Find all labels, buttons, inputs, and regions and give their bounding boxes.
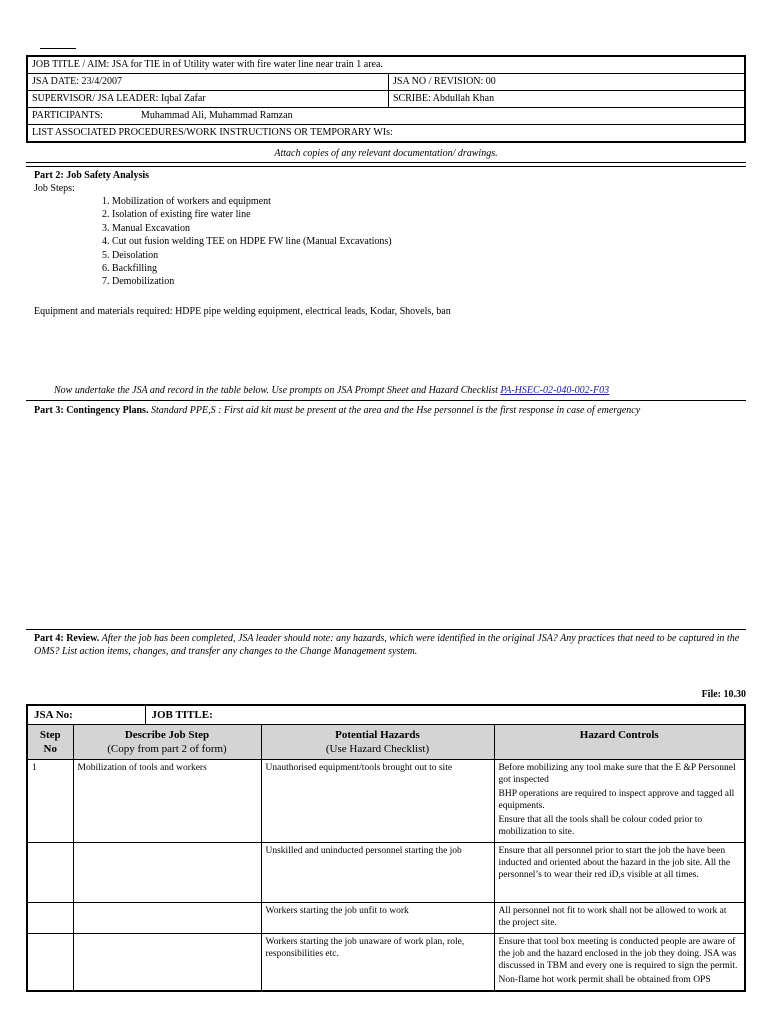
hazard-cell: Workers starting the job unfit to work	[261, 903, 494, 934]
participants-label: PARTICIPANTS:	[32, 110, 103, 121]
job-step-item: 3. Manual Excavation	[102, 222, 191, 234]
file-number: File: 10.30	[701, 689, 746, 700]
header-table	[26, 55, 746, 143]
part3-section	[34, 404, 734, 417]
controls-cell: Before mobilizing any tool make sure that the E &P Personnel got inspected BHP operations are required to inspect approve and tagged all equipments. Ensure that all the tools shall be colour coded prior to mobilization to site.	[494, 760, 745, 843]
part4-section	[34, 632, 744, 658]
jsa-table	[26, 704, 746, 992]
table-row	[27, 934, 745, 992]
jsa-instruction	[54, 385, 609, 396]
describe-cell	[73, 843, 261, 903]
describe-cell: Mobilization of tools and workers	[73, 760, 261, 843]
double-rule	[26, 162, 746, 167]
step-cell	[27, 903, 73, 934]
part4-text: After the job has been completed, JSA leader should note: any hazards, which were identified in the original JSA? Any practices that need to be captured in the OMS? List action items, changes, and transfer any changes to the Change Management system.	[34, 633, 740, 657]
describe-cell	[73, 903, 261, 934]
step-cell	[27, 934, 73, 992]
hazard-cell: Workers starting the job unaware of work plan, role, responsibilities etc.	[261, 934, 494, 992]
table-row	[27, 843, 745, 903]
jsa-instruction-text: Now undertake the JSA and record in the table below. Use prompts on JSA Prompt Sheet and Hazard Checklist	[54, 385, 501, 396]
controls-cell: Ensure that tool box meeting is conducted people are aware of the job and the hazard enclosed in the job they doing. JSA was discussed in TBM and every one is required to sign the permit. Non-flame hot work permit shall be obtained from OPS	[494, 934, 745, 992]
part3-text: Standard PPE,S : First aid kit must be present at the area and the Hse personnel is the first response in case of emergency	[148, 405, 641, 416]
job-step-item: 2. Isolation of existing fire water line	[102, 209, 251, 221]
controls-cell: All personnel not fit to work shall not be allowed to work at the project site.	[494, 903, 745, 934]
part2-section	[34, 169, 392, 289]
step-cell	[27, 843, 73, 903]
hazard-cell: Unskilled and uninducted personnel starting the job	[261, 843, 494, 903]
equipment-line: Equipment and materials required: HDPE pipe welding equipment, electrical leads, Kodar, Shovels, ban	[34, 306, 451, 317]
part4-title: Part 4: Review.	[34, 633, 100, 644]
rule-part4	[26, 629, 746, 630]
job-step-item: 7. Demobilization	[102, 276, 175, 288]
participants-cell	[27, 108, 745, 125]
table-row	[27, 760, 745, 843]
job-title-label: JOB TITLE:	[145, 705, 745, 725]
participants-value: Muhammad Ali, Muhammad Ramzan	[140, 110, 293, 121]
col-describe-header: Describe Job Step (Copy from part 2 of form)	[73, 725, 261, 760]
procedures-cell: LIST ASSOCIATED PROCEDURES/WORK INSTRUCTIONS OR TEMPORARY WIs:	[27, 125, 745, 143]
job-step-item: 6. Backfilling	[102, 263, 157, 275]
col-controls-header: Hazard Controls	[494, 725, 745, 760]
part3-title: Part 3: Contingency Plans.	[34, 405, 149, 416]
job-step-item: 1. Mobilization of workers and equipment	[102, 196, 271, 207]
hazard-cell: Unauthorised equipment/tools brought out to site	[261, 760, 494, 843]
supervisor-cell: SUPERVISOR/ JSA LEADER: Iqbal Zafar	[27, 91, 389, 108]
col-hazards-header: Potential Hazards (Use Hazard Checklist)	[261, 725, 494, 760]
step-cell: 1	[27, 760, 73, 843]
hazard-checklist-link[interactable]: PA-HSEC-02-040-002-F03	[500, 385, 610, 396]
attach-note: Attach copies of any relevant documentation/ drawings.	[274, 148, 498, 159]
job-title-cell: JOB TITLE / AIM: JSA for TIE in of Utility water with fire water line near train 1 area.	[27, 56, 745, 74]
describe-cell	[73, 934, 261, 992]
controls-cell: Ensure that all personnel prior to start the job the have been inducted and oriented about the hazard in the job site. All the personnel’s to wear their red iD,s visible at all times.	[494, 843, 745, 903]
jsa-no-label: JSA No:	[27, 705, 145, 725]
jsa-date-cell: JSA DATE: 23/4/2007	[27, 74, 389, 91]
job-steps-label: Job Steps:	[34, 183, 75, 194]
job-steps-list	[34, 195, 392, 289]
col-step-header: Step No	[27, 725, 73, 760]
job-step-item: 4. Cut out fusion welding TEE on HDPE FW line (Manual Excavations)	[102, 236, 392, 248]
part2-title: Part 2: Job Safety Analysis	[34, 170, 149, 181]
job-step-item: 5. Deisolation	[102, 249, 159, 261]
jsa-no-cell: JSA NO / REVISION: 00	[389, 74, 746, 91]
top-rule	[40, 48, 76, 49]
rule-part3	[26, 400, 746, 401]
table-row	[27, 903, 745, 934]
scribe-cell: SCRIBE: Abdullah Khan	[389, 91, 746, 108]
